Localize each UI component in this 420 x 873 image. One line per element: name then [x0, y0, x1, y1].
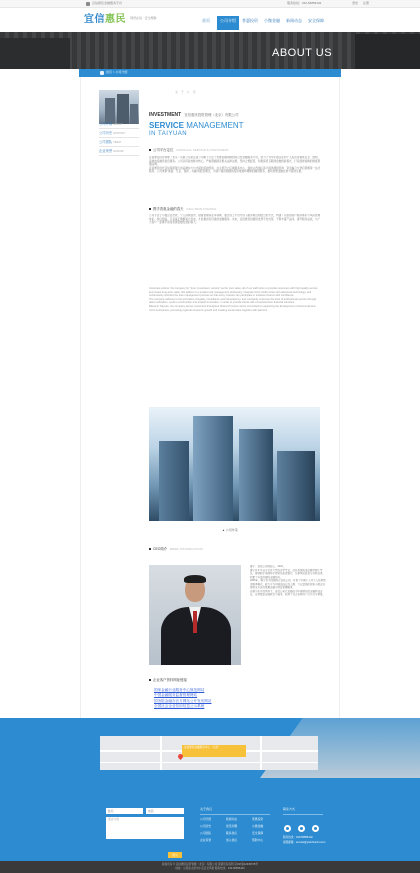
name-input[interactable] — [106, 808, 143, 814]
footer-link[interactable]: 公司团队 — [200, 831, 212, 835]
footer-link[interactable]: 小微金融 — [252, 824, 264, 828]
banner-building — [0, 38, 70, 69]
wechat-icon[interactable] — [284, 825, 291, 832]
home-icon[interactable] — [100, 71, 104, 75]
nav-news[interactable]: 新闻动态 — [286, 18, 302, 23]
section-label: 关 于 公 司 — [175, 90, 197, 94]
sidebar-item-label: 公司团队 — [99, 140, 113, 144]
footer-link[interactable]: 常见问题 — [226, 824, 238, 828]
intro-paragraph: 宜信惠民投资管理（北京）有限公司是宜信公司旗下专注于普惠金融领域的综合性金融服务平台，致力于为中小微企业和个人投资者提供安全、透明、高效的投融资信息服务。公司以风险控制为核心，严格遵循国家相关法律法规，坚持合规经营，积极探索互联网金融创新模式，打造值得信赖的财富管理品牌。 宜信惠民依托宜信集团强大的品牌实力与丰富的风控经验，在太原设立区域服务中心，面向山西地区客户提供理财咨询、资金撮合与贷后管理等一站式服务。公司秉承“诚信、专业、创新、共赢”的经营理念，为客户提供稳健的投资渠道和便捷的融资服务，推动普惠金融在地方落地生根。 — [149, 156, 321, 174]
submit-button[interactable]: 提交 — [168, 852, 182, 858]
heading-en-bold: INVESTMENT — [149, 112, 182, 118]
site-header — [0, 8, 420, 32]
sidebar-item-en: HONOR — [113, 149, 124, 153]
site-logo[interactable] — [84, 13, 126, 26]
nav-micro-finance[interactable]: 小微金融 — [264, 18, 280, 23]
login-link[interactable]: 登录 — [352, 1, 359, 5]
message-textarea[interactable]: 留言内容 — [106, 817, 184, 839]
reference-link[interactable]: 国务院金融办官方网站公开发布网站 — [154, 698, 212, 703]
service-phone: 服务热线：010-56856102 — [287, 1, 322, 5]
contact-form — [106, 808, 184, 857]
breadcrumb-text: 首页 > 公司介绍 — [106, 70, 128, 74]
ceo-bio: 唐宁：宜信公司创始人、CEO。 唐宁先生毕业于北京大学经济学专业，后赴美国攻读金融学硕士学位，曾就职于美国华尔街知名投资银行，从事风险投资与并购业务，积累了丰富的国际金融经验。 2006年，唐宁先生回国创立宜信公司，开创了中国个人对个人信用借贷服务模式，致力于为中国高成长性人群、大众富裕阶层和小微企业提供全方位的普惠金融与财富管理服务。 在唐宁先生的领导下，宜信公司已发展成为中国领先的金融科技企业，业务覆盖全国数百个城市，获得了社会各界的广泛认可与赞誉。 — [250, 565, 326, 596]
footer-link[interactable]: 普惠投资 — [252, 817, 264, 821]
tagline: 宜信惠民金融服务平台 — [92, 1, 123, 5]
section-heading — [149, 207, 216, 212]
heading-en-bold: SERVICE — [149, 121, 184, 130]
nav-home[interactable]: 首页 — [202, 18, 210, 23]
sidebar-item-en: TEAM — [113, 140, 121, 144]
register-link[interactable]: 注册 — [363, 1, 370, 5]
sidebar-item-about[interactable] — [99, 120, 139, 129]
footer-link[interactable]: 联系我们 — [226, 831, 238, 835]
map-road — [160, 736, 162, 770]
logo-text-b: 惠民 — [105, 14, 126, 25]
weibo-icon[interactable] — [298, 825, 305, 832]
section-heading — [149, 148, 229, 153]
portrait-tie — [193, 611, 197, 633]
copyright-bar — [0, 861, 420, 873]
reference-link[interactable]: 全国社会企业信用信息公示系统 — [154, 704, 205, 709]
phone-input[interactable] — [146, 808, 184, 814]
footer-column-title: 关于我们 — [200, 807, 213, 811]
nav-security[interactable]: 安全保障 — [308, 18, 324, 23]
business-paragraph: 公司专注于小微企业贷款、个人消费信贷、财富管理等业务领域，通过线上平台与线下服务网点相结合的方式，构建了完善的客户服务体系与风险管理体系。我们相信，只有真正理解客户需求，才能提供有价值的金融服务。未来，宜信惠民将继续发挥平台优势，不断丰富产品线、提升服务品质，与广大客户一起携手迎接普惠金融发展的春天。 — [149, 214, 321, 225]
footer-contact-email: 客服邮箱：service@yixinhuimin.com — [283, 841, 326, 844]
office-building-photo — [149, 407, 320, 521]
photo-building — [239, 429, 273, 521]
section-heading-cn: 携手普惠金融的春天 — [153, 207, 184, 211]
bullet-icon — [149, 548, 151, 550]
footer-contact-phone: 服务热线：010-56856102 — [283, 836, 313, 839]
sidebar-item-en: ABOUT — [113, 122, 123, 126]
copyright-text: 版权所有 © 宜信惠民投资管理（北京）有限公司 保留所有权利 京ICP备12345678号 — [162, 863, 258, 866]
footer-divider — [283, 814, 323, 815]
banner-building — [355, 34, 420, 69]
ceo-portrait — [149, 565, 241, 665]
location-map[interactable] — [100, 736, 318, 770]
logo-subtitle: 网贷在线 · 安全理财 — [130, 16, 157, 20]
footer-link[interactable]: 公司介绍 — [200, 817, 212, 821]
qq-icon[interactable] — [312, 825, 319, 832]
photo-building — [193, 416, 233, 521]
sidebar-item-team[interactable] — [99, 138, 139, 147]
sidebar-item-label: 公司历史 — [99, 131, 113, 135]
bullet-icon — [149, 208, 151, 210]
banner-title: ABOUT US — [272, 47, 333, 59]
bullet-icon — [149, 679, 151, 681]
heading-line-2 — [149, 121, 244, 131]
section-heading-en: FINANCIAL SERVICE & INVESTMENT — [176, 148, 229, 152]
nav-about[interactable]: 公司介绍 — [217, 16, 239, 30]
photo-building — [159, 441, 189, 521]
photo-caption: ▲ 公司外景 — [222, 528, 238, 532]
english-paragraph: Corporate culture: the company for "trust, investment, service" as the core value, all of our staff strive to provide customers with high quality service and create long-term value. We adhere to a prudent risk management philosophy, integrate strict credit review with advanced technology, and continuously optimize the loan management process so that every investor can participate in inclusive finance with confidence. The company adheres to the principles of legality, compliance and transparency, and constantly improves the level of professional service through talent cultivation, system construction and product innovation, in order to provide clients with comprehensive financial solutions. Based in Taiyuan, the company serves customers throughout Shanxi Province and is committed to supporting the development of local small and micro enterprises, promoting regional economic growth and creating social value together with partners. — [149, 287, 318, 312]
footer-link[interactable]: 企业荣誉 — [200, 838, 212, 842]
footer-column-title: 联系方式 — [283, 807, 296, 811]
map-road — [100, 762, 318, 763]
logo-text-a: 宜信 — [84, 14, 105, 25]
footer-link[interactable]: 公司历史 — [200, 824, 212, 828]
sidebar-item-label: 企业荣誉 — [99, 149, 113, 153]
map-road — [260, 736, 262, 770]
nav-investment[interactable]: 普惠投资 — [242, 18, 258, 23]
footer-link[interactable]: 安全保障 — [252, 831, 264, 835]
section-heading-cn: 公司平台定位 — [153, 148, 174, 152]
map-popup — [182, 745, 246, 757]
footer-link[interactable]: 新闻动态 — [226, 817, 238, 821]
sidebar-item-label: 公司介绍 — [99, 122, 113, 126]
section-heading-en: BRIEF INTRODUCTION — [170, 547, 203, 551]
photo-building — [277, 451, 315, 521]
section-heading — [149, 547, 203, 552]
site-footer — [0, 718, 420, 861]
page-banner — [0, 32, 420, 69]
bullet-icon — [149, 149, 151, 151]
breadcrumb — [79, 69, 341, 77]
copyright-address: 地址：山西省太原市小店区长风街 服务热线：010-56856102 — [175, 867, 245, 870]
heading-en: MANAGEMENT — [186, 121, 244, 130]
sidebar-building-photo — [99, 90, 139, 124]
main-nav — [195, 16, 327, 30]
heading-line-1 — [149, 112, 238, 119]
home-icon[interactable] — [86, 2, 90, 6]
footer-link[interactable]: 帮助中心 — [252, 838, 264, 842]
reference-link[interactable]: 国家金融行业服务中心规范网站 — [154, 688, 205, 692]
section-heading-cn: 企业客户资料网址链接 — [153, 678, 187, 682]
top-bar — [0, 0, 420, 8]
sidebar-item-history[interactable] — [99, 129, 139, 138]
reference-links — [154, 688, 212, 710]
reference-link[interactable]: 中国金融服务监督管理网站 — [154, 693, 198, 698]
footer-link[interactable]: 加入我们 — [226, 838, 238, 842]
portrait-hair — [184, 575, 206, 583]
map-popup-text: 宜信惠民金融服务中心（太原） — [184, 746, 221, 749]
company-name: 宜信惠民投资管理（北京）有限公司 — [184, 113, 239, 117]
section-heading-cn: CEO简介 — [153, 547, 168, 551]
sidebar-item-honor[interactable] — [99, 147, 139, 156]
section-heading — [149, 678, 187, 682]
footer-divider — [200, 814, 270, 815]
heading-line-3: IN TAIYUAN — [149, 131, 188, 137]
sidebar-item-en: HISTORY — [113, 131, 126, 135]
section-heading-en: INCLUSIVE FINANCE — [186, 207, 217, 211]
